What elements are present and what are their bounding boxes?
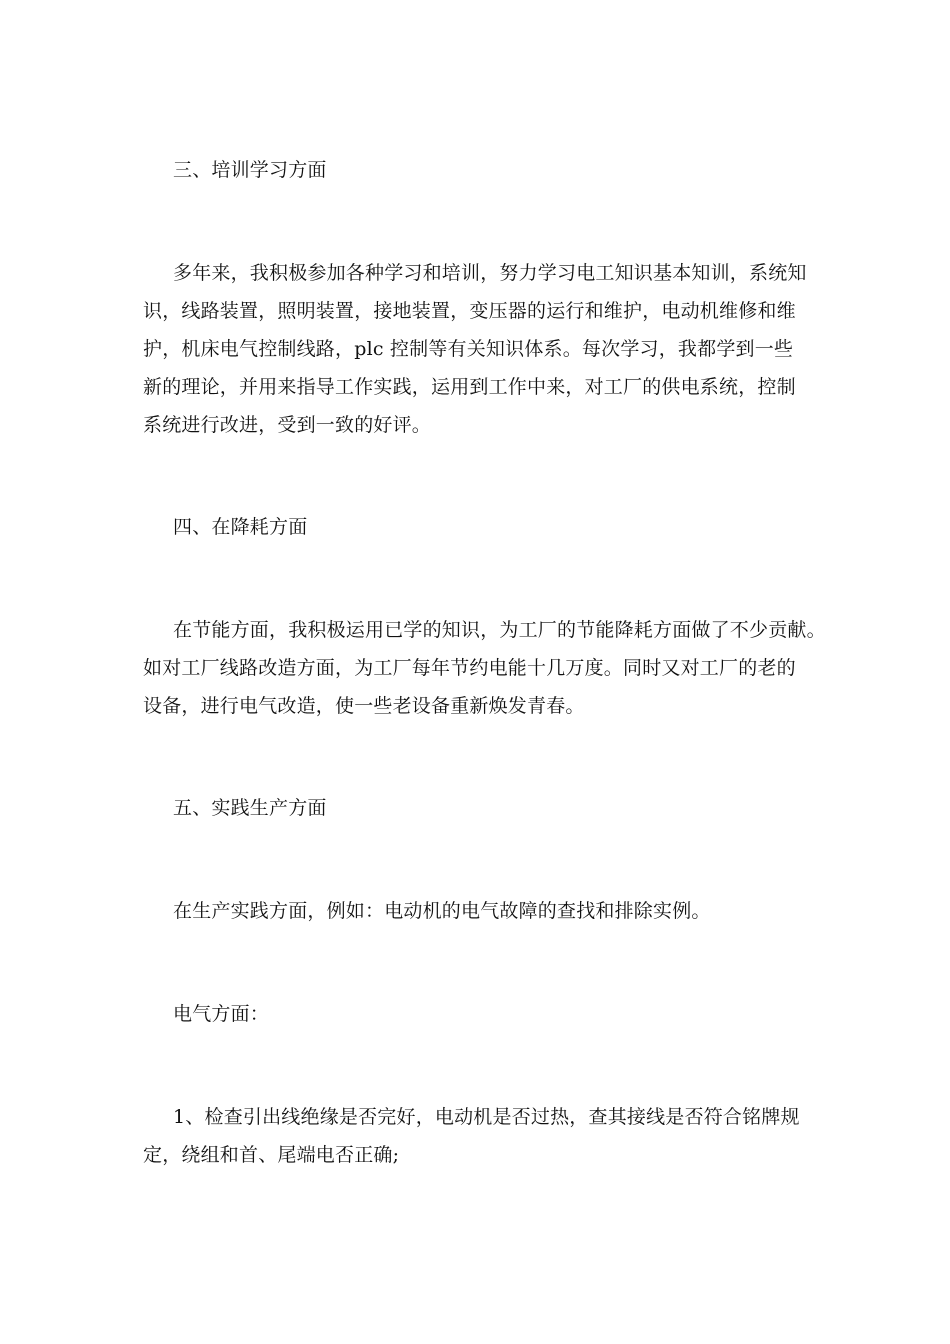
text-line: 定，绕组和首、尾端电否正确; (143, 1144, 400, 1166)
section-heading-energy: 四、在降耗方面 (173, 516, 308, 538)
text-line: 1、检查引出线绝缘是否完好，电动机是否过热，查其接线是否符合铭牌规 (173, 1106, 800, 1128)
text-line: 系统进行改进，受到一致的好评。 (143, 414, 432, 436)
text-line: 新的理论，并用来指导工作实践，运用到工作中来，对工厂的供电系统，控制 (143, 376, 796, 398)
paragraph-training (143, 254, 815, 444)
text-line: 如对工厂线路改造方面，为工厂每年节约电能十几万度。同时又对工厂的老的 (143, 657, 796, 679)
paragraph-electrical-check (143, 1098, 815, 1174)
paragraph-practice (143, 892, 815, 930)
section-heading-electrical: 电气方面： (173, 1003, 270, 1025)
text-line: 多年来，我积极参加各种学习和培训，努力学习电工知识基本知训，系统知 (173, 262, 807, 284)
text-line: 护，机床电气控制线路，plc 控制等有关知识体系。每次学习，我都学到一些 (143, 338, 794, 360)
section-heading-training: 三、培训学习方面 (173, 159, 327, 181)
text-line: 识，线路装置，照明装置，接地装置，变压器的运行和维护，电动机维修和维 (143, 300, 796, 322)
text-line: 设备，进行电气改造，使一些老设备重新焕发青春。 (143, 695, 585, 717)
paragraph-energy (143, 611, 826, 725)
text-line: 在节能方面，我积极运用已学的知识，为工厂的节能降耗方面做了不少贡献。 (173, 619, 826, 641)
text-line: 在生产实践方面，例如：电动机的电气故障的查找和排除实例。 (173, 900, 711, 922)
section-heading-practice: 五、实践生产方面 (173, 797, 327, 819)
